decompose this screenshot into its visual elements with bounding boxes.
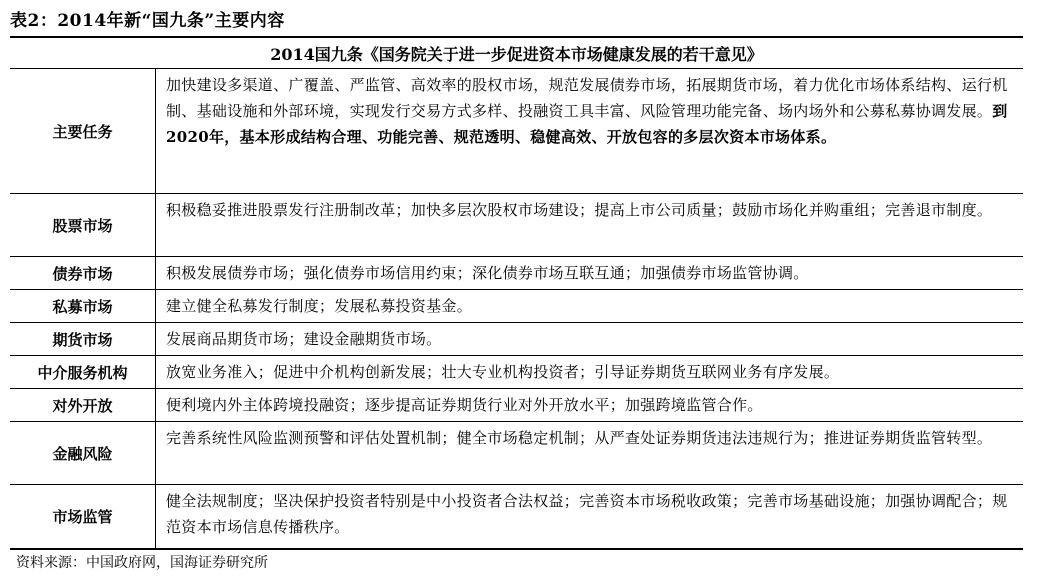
table-row (10, 290, 1023, 323)
row-label: 股票市场 (10, 194, 156, 256)
row-content: 健全法规制度；坚决保护投资者特别是中小投资者合法权益；完善资本市场税收政策；完善市场基础设施；加强协调配合；规范资本市场信息传播秩序。 (166, 492, 1008, 536)
row-label: 私募市场 (10, 290, 156, 322)
table-row (10, 422, 1023, 485)
row-content (156, 69, 1023, 193)
row-text: 加快建设多渠道、广覆盖、严监管、高效率的股权市场，规范发展债券市场，拓展期货市场，着力优化市场体系结构、运行机制、基础设施和外部环境，实现发行交易方式多样、投融资工具丰富、风险管理功能完备、场内场外和公募私募协调发展。 (166, 76, 1008, 120)
content-table (10, 36, 1023, 550)
source-note: 资料来源：中国政府网，国海证券研究所 (16, 555, 268, 571)
row-content: 发展商品期货市场；建设金融期货市场。 (166, 330, 442, 348)
row-label: 主要任务 (10, 69, 156, 193)
page-title: 表2：2014年新“国九条”主要内容 (10, 11, 285, 31)
row-label: 金融风险 (10, 422, 156, 484)
row-label: 债券市场 (10, 257, 156, 289)
table-row (10, 257, 1023, 290)
table-row (10, 323, 1023, 356)
row-content: 完善系统性风险监测预警和评估处置机制；健全市场稳定机制；从严查处证券期货违法违规行为；推进证券期货监管转型。 (166, 429, 993, 447)
row-label: 期货市场 (10, 323, 156, 355)
row-content: 积极稳妥推进股票发行注册制改革；加快多层次股权市场建设；提高上市公司质量；鼓励市场化并购重组；完善退市制度。 (166, 201, 993, 219)
table-row (10, 485, 1023, 548)
table-row (10, 356, 1023, 389)
table-row (10, 389, 1023, 422)
row-label: 中介服务机构 (10, 356, 156, 388)
row-content: 积极发展债券市场；强化债券市场信用约束；深化债券市场互联互通；加强债券市场监管协调。 (166, 264, 809, 282)
table-header: 2014国九条《国务院关于进一步促进资本市场健康发展的若干意见》 (10, 38, 1023, 69)
table-row (10, 69, 1023, 194)
row-label: 对外开放 (10, 389, 156, 421)
table-row (10, 194, 1023, 257)
row-text-bold: 到2020年，基本形成结构合理、功能完善、规范透明、稳健高效、开放包容的多层次资本市场体系。 (166, 102, 1008, 146)
row-label: 市场监管 (10, 485, 156, 548)
row-content: 便利境内外主体跨境投融资；逐步提高证券期货行业对外开放水平；加强跨境监管合作。 (166, 396, 763, 414)
row-content: 放宽业务准入；促进中介机构创新发展；壮大专业机构投资者；引导证券期货互联网业务有序发展。 (166, 363, 840, 381)
row-content: 建立健全私募发行制度；发展私募投资基金。 (166, 297, 473, 315)
